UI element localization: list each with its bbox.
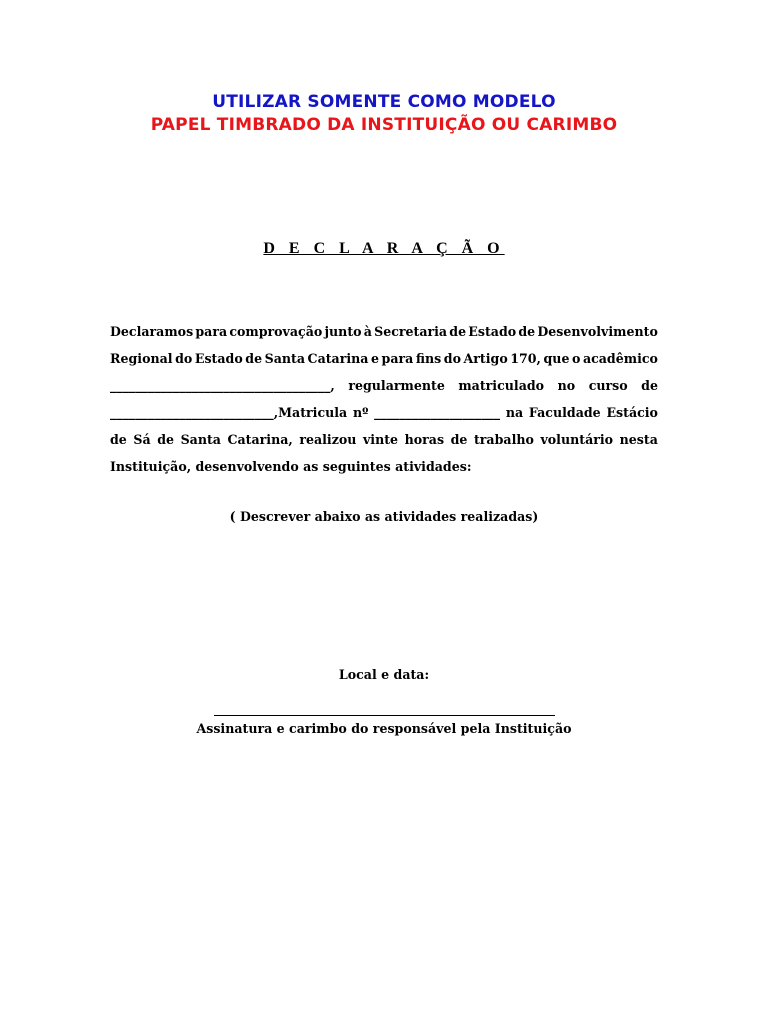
body-word: o [572, 351, 581, 366]
body-word: trabalho [473, 432, 534, 447]
body-word: Desenvolvimento [537, 324, 658, 339]
body-word: do [443, 351, 461, 366]
body-word: de [245, 351, 263, 366]
body-word: para [381, 351, 414, 366]
body-word: realizou [299, 432, 357, 447]
signature-caption: Assinatura e carimbo do responsável pela Instituição [196, 721, 572, 736]
body-word: de [449, 324, 467, 339]
body-word: Secretaria [374, 324, 448, 339]
template-notice: UTILIZAR SOMENTE COMO MODELO [212, 92, 556, 112]
declaration-body [110, 318, 658, 480]
body-word: acadêmico [582, 351, 658, 366]
body-word: regularmente [348, 378, 445, 393]
body-line-4 [110, 399, 658, 426]
body-word: comprovação [229, 324, 323, 339]
body-word: para [195, 324, 228, 339]
body-word: nº [352, 405, 369, 420]
body-line-6: Instituição, desenvolvendo as seguintes atividades: [110, 459, 472, 474]
body-word: que [543, 351, 570, 366]
body-word: Estado [468, 324, 517, 339]
body-word: Sá [133, 432, 151, 447]
body-word: à [363, 324, 372, 339]
body-word: matriculado [458, 378, 545, 393]
body-word: Santa [264, 351, 306, 366]
body-word: fins [415, 351, 442, 366]
body-word: nesta [619, 432, 658, 447]
body-line-2 [110, 345, 658, 372]
body-word: ____________________ [374, 405, 501, 420]
body-word: Estado [194, 351, 243, 366]
body-word: de [450, 432, 468, 447]
body-word: vinte [362, 432, 399, 447]
letterhead-notice: PAPEL TIMBRADO DA INSTITUIÇÃO OU CARIMBO [150, 115, 618, 135]
body-word: Declaramos [110, 324, 194, 339]
body-word: Catarina [307, 351, 369, 366]
body-word: no [557, 378, 576, 393]
body-word: na [505, 405, 524, 420]
body-word: __________________________,Matricula [110, 405, 348, 420]
body-word: horas [404, 432, 445, 447]
body-word: Artigo [463, 351, 508, 366]
body-word: voluntário [540, 432, 614, 447]
activities-instruction: ( Descrever abaixo as atividades realizadas) [229, 509, 539, 524]
signature-line [214, 715, 555, 716]
body-word: ___________________________________, [110, 378, 335, 393]
body-word: de [518, 324, 536, 339]
body-word: e [370, 351, 379, 366]
body-word: Estácio [606, 405, 658, 420]
body-line-5 [110, 426, 658, 453]
body-word: curso [588, 378, 628, 393]
body-line-3 [110, 372, 658, 399]
place-date-label: Local e data: [338, 667, 430, 682]
body-word: Santa [180, 432, 221, 447]
body-word: de [157, 432, 175, 447]
body-word: do [175, 351, 193, 366]
body-line-1 [110, 318, 658, 345]
body-word: de [110, 432, 127, 447]
document-title: D E C L A R A Ç Ã O [263, 240, 505, 257]
body-word: Catarina, [227, 432, 293, 447]
body-word: de [641, 378, 658, 393]
body-word: Regional [110, 351, 173, 366]
body-word: junto [324, 324, 362, 339]
body-word: Faculdade [528, 405, 601, 420]
body-word: 170, [510, 351, 541, 366]
